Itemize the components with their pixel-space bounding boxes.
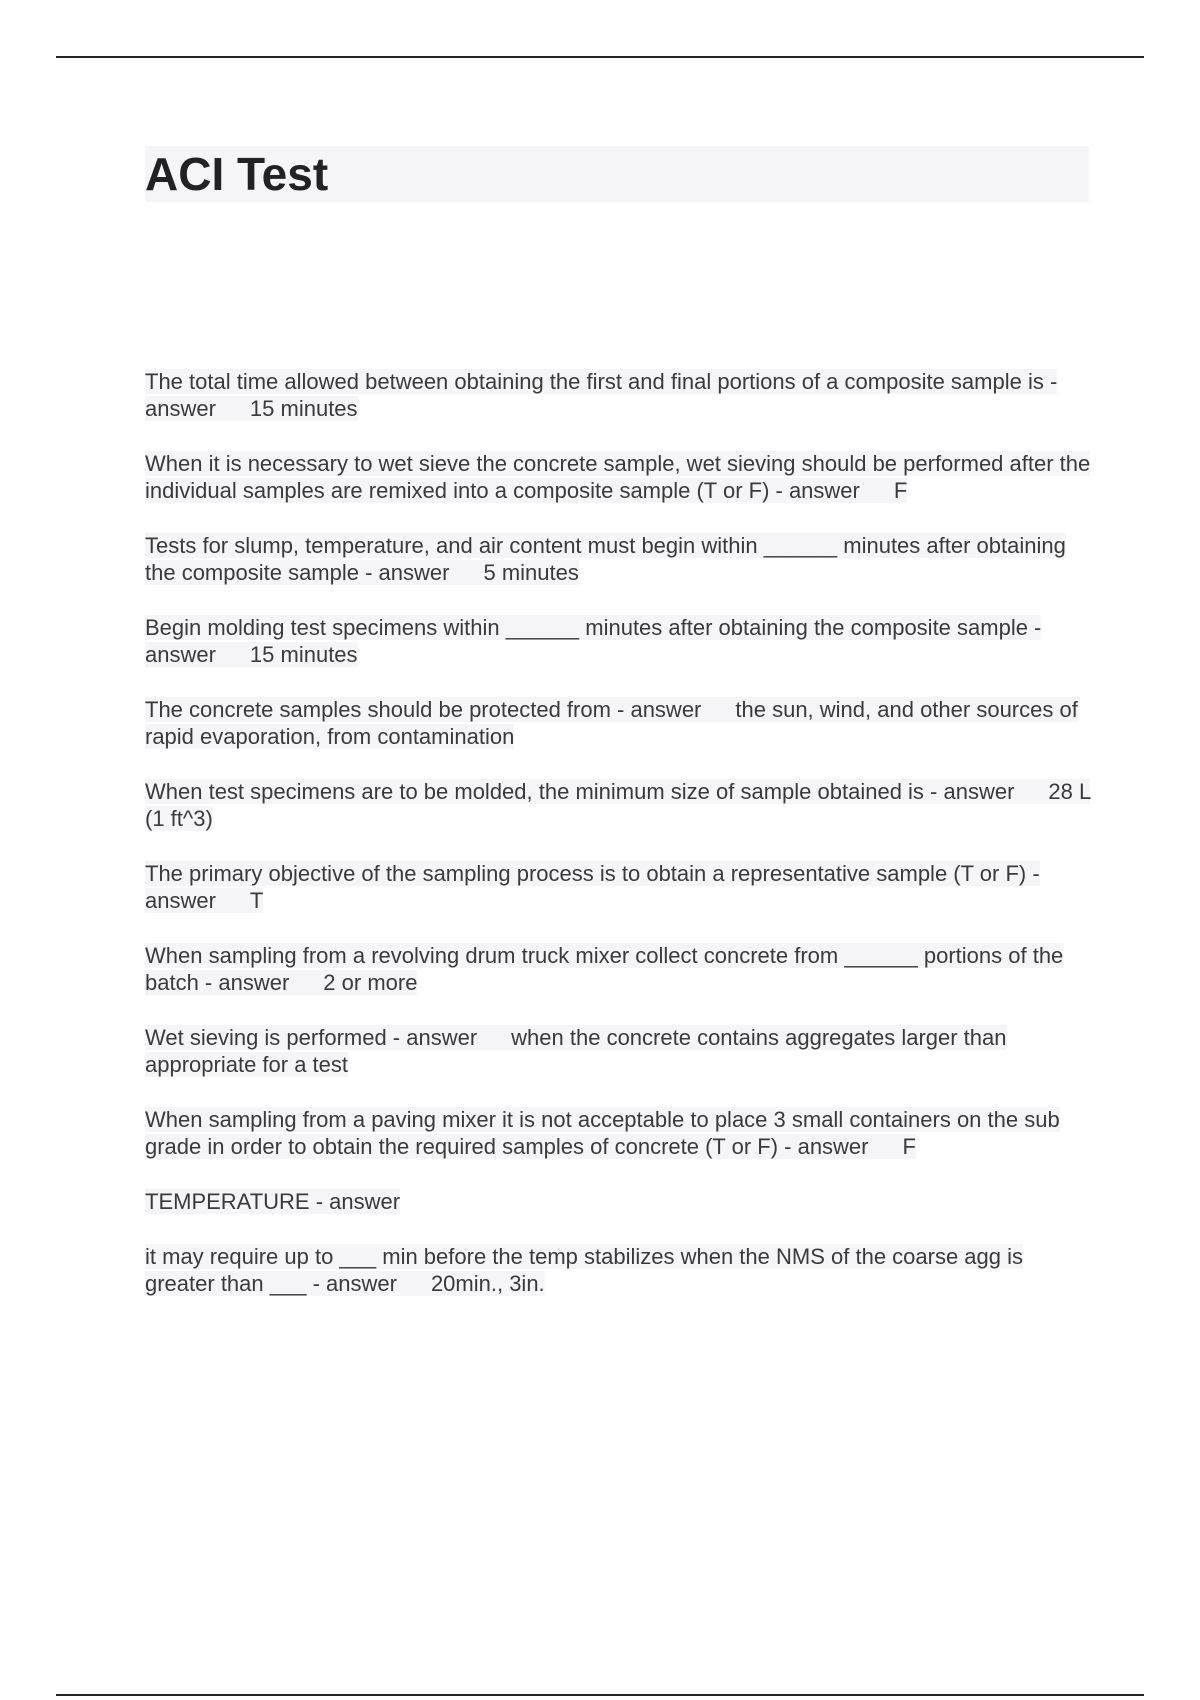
question-text: The primary objective of the sampling process is to obtain a representative sample (T or F) - answer: [145, 861, 1040, 913]
qa-item-8: [145, 942, 1095, 996]
qa-item-12: [145, 1243, 1095, 1297]
question-text: it may require up to ___ min before the temp stabilizes when the NMS of the coarse agg is greater than ___ - answer: [145, 1244, 1024, 1296]
qa-item-3: [145, 532, 1095, 586]
bottom-divider: [56, 1694, 1144, 1696]
qa-item-1: [145, 368, 1095, 422]
question-text: When sampling from a revolving drum truck mixer collect concrete from ______ portions of the batch - answer: [145, 943, 1064, 995]
page-title: ACI Test: [145, 148, 329, 200]
question-text: When sampling from a paving mixer it is not acceptable to place 3 small containers on the sub grade in order to obtain the required samples of concrete (T or F) - answer: [145, 1107, 1060, 1159]
top-divider: [56, 56, 1144, 58]
question-text: The total time allowed between obtaining the first and final portions of a composite sample is - answer: [145, 369, 1058, 421]
question-text: Wet sieving is performed - answer: [145, 1025, 478, 1050]
answer-text: F: [893, 478, 908, 503]
answer-text: the sun, wind, and other sources of rapid evaporation, from contamination: [145, 697, 1078, 749]
qa-item-11: [145, 1188, 1095, 1215]
question-text: When test specimens are to be molded, the minimum size of sample obtained is - answer: [145, 779, 1015, 804]
qa-item-7: [145, 860, 1095, 914]
question-text: Begin molding test specimens within ______ minutes after obtaining the composite sample - answer: [145, 615, 1042, 667]
answer-text: 15 minutes: [249, 642, 358, 667]
qa-item-9: [145, 1024, 1095, 1078]
answer-text: 15 minutes: [249, 396, 358, 421]
question-text: TEMPERATURE - answer: [145, 1189, 401, 1214]
qa-item-6: [145, 778, 1095, 832]
answer-text: T: [249, 888, 264, 913]
answer-text: F: [902, 1134, 916, 1159]
answer-text: 20min., 3in.: [430, 1271, 545, 1296]
qa-item-10: [145, 1106, 1095, 1160]
answer-text: when the concrete contains aggregates larger than appropriate for a test: [145, 1025, 1007, 1077]
qa-item-5: [145, 696, 1095, 750]
answer-text: 5 minutes: [483, 560, 579, 585]
qa-list: [145, 368, 1095, 1325]
answer-text: 28 L (1 ft^3): [145, 779, 1091, 831]
question-text: Tests for slump, temperature, and air content must begin within ______ minutes after obtaining the composite sample - answer: [145, 533, 1066, 585]
question-text: The concrete samples should be protected from - answer: [145, 697, 702, 722]
qa-item-4: [145, 614, 1095, 668]
qa-item-2: [145, 450, 1095, 504]
question-text: When it is necessary to wet sieve the concrete sample, wet sieving should be performed after the individual samples are remixed into a composite sample (T or F) - answer: [145, 451, 1091, 503]
answer-text: 2 or more: [323, 970, 418, 995]
